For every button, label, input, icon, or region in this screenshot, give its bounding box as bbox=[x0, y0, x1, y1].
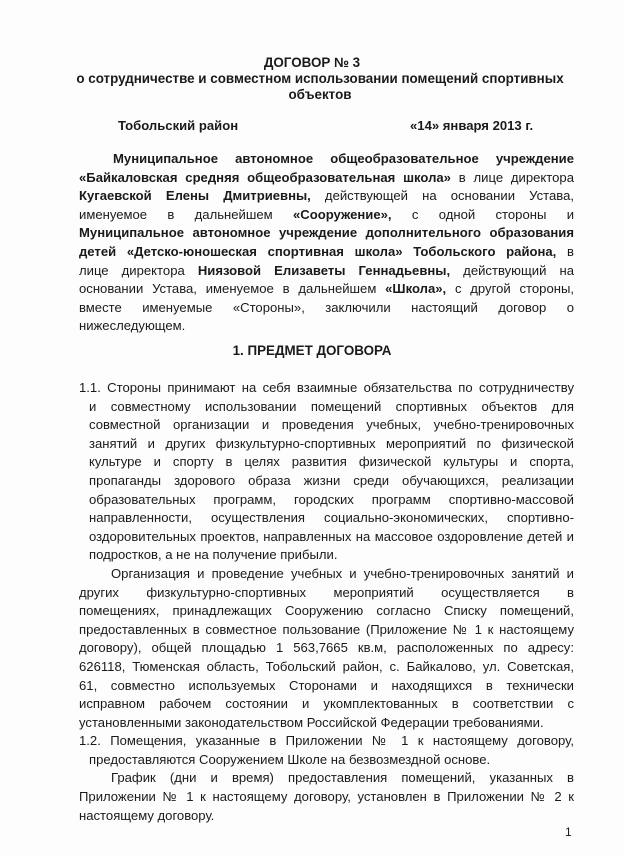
paragraph-line: и совместному использовании помещений спортивных объектов для bbox=[89, 398, 574, 414]
paragraph-line: пропаганды здорового образа жизни среди обучающихся, реализации bbox=[89, 472, 574, 488]
preamble-line: Муниципальное автономное учреждение дополнительного образования bbox=[79, 225, 574, 241]
paragraph-line: культуре и спорту в целях развития физической культуры и спорта, bbox=[89, 454, 574, 470]
preamble-line: Кугаевской Елены Дмитриевны, действующей на основании Устава, bbox=[79, 188, 574, 204]
preamble-line: детей «Детско-юношеская спортивная школа» Тобольского района, в bbox=[79, 243, 574, 259]
paragraph-line: подростков, а не на получение прибыли. bbox=[89, 547, 338, 563]
paragraph-line: образовательных программ, городских программ спортивно-массовой bbox=[89, 491, 574, 507]
paragraph-line: исправном рабочем состоянии и укомплектованных в соответствии с bbox=[79, 696, 574, 712]
paragraph-1-1 bbox=[79, 379, 574, 565]
paragraph-organization bbox=[79, 565, 574, 732]
page-number: 1 bbox=[565, 825, 572, 839]
paragraph-line: установленными законодательством Российской Федерации требованиями. bbox=[79, 714, 544, 730]
paragraph-line: предоставленных в совместное пользование (Приложение № 1 к настоящему bbox=[79, 621, 574, 637]
paragraph-line: других физкультурно-спортивных мероприятий осуществляется в bbox=[79, 584, 574, 600]
paragraph-line: Приложении № 1 к настоящему договору, установлен в Приложении № 2 к bbox=[79, 789, 574, 805]
preamble-line: «Байкаловская средняя общеобразовательная школа» в лице директора bbox=[79, 169, 574, 185]
section-heading bbox=[0, 342, 624, 361]
date-text: «14» января 2013 г. bbox=[410, 118, 534, 133]
paragraph-line: 61, совместно используемых Сторонами и находящихся в технически bbox=[79, 677, 574, 693]
paragraph-line: занятий и других физкультурно-спортивных мероприятий по физической bbox=[89, 435, 574, 451]
paragraph-1-2 bbox=[79, 732, 574, 769]
preamble-line: лице директора Ниязовой Елизаветы Геннадьевны, действующий на bbox=[79, 262, 574, 278]
subtitle-line: объектов bbox=[288, 87, 352, 102]
contract-subtitle bbox=[40, 71, 600, 103]
paragraph-line: 1.1. Стороны принимают на себя взаимные обязательства по сотрудничеству bbox=[79, 380, 574, 395]
preamble-line: нижеследующем. bbox=[79, 318, 186, 334]
title-text: ДОГОВОР № 3 bbox=[263, 55, 361, 70]
paragraph-line: настоящему договору. bbox=[79, 807, 215, 823]
contract-date bbox=[410, 117, 533, 136]
paragraph-line: совместной организации и проведения учебных, учебно-тренировочных bbox=[89, 417, 574, 433]
subtitle-line: о сотрудничестве и совместном использовании помещений спортивных bbox=[76, 71, 564, 86]
section-heading-text: 1. ПРЕДМЕТ ДОГОВОРА bbox=[232, 343, 392, 358]
paragraph-line: 626118, Тюменская область, Тобольский район, с. Байкалово, ул. Советская, bbox=[79, 658, 574, 674]
paragraph-line: предоставляются Сооружением Школе на безвозмездной основе. bbox=[89, 751, 491, 767]
preamble-line: Муниципальное автономное общеобразовательное учреждение bbox=[113, 151, 574, 166]
place-text: Тобольский район bbox=[118, 118, 239, 133]
contract-place bbox=[118, 117, 238, 136]
paragraph-line: направленности, осуществления социально-экономических, спортивно- bbox=[89, 510, 574, 526]
section-body bbox=[79, 379, 574, 825]
paragraph-line: помещениях, принадлежащих Сооружению согласно Списку помещений, bbox=[79, 603, 574, 619]
preamble bbox=[79, 150, 574, 336]
preamble-line: основании Устава, именуемое в дальнейшем «Школа», с другой стороны, bbox=[79, 281, 575, 297]
paragraph-line: 1.2. Помещения, указанные в Приложении № 1 к настоящему договору, bbox=[79, 733, 574, 749]
paragraph-line: Организация и проведение учебных и учебно-тренировочных занятий и bbox=[111, 565, 574, 581]
paragraph-line: договору), общей площадью 1 563,7665 кв.м, расположенных по адресу: bbox=[79, 640, 574, 656]
paragraph-line: оздоровительных проектов, направленных на массовое оздоровление детей и bbox=[89, 528, 574, 544]
paragraph-schedule bbox=[79, 769, 574, 825]
preamble-line: именуемое в дальнейшем «Сооружение», с одной стороны и bbox=[79, 206, 575, 222]
paragraph-line: График (дни и время) предоставления помещений, указанных в bbox=[111, 770, 574, 786]
contract-title bbox=[0, 55, 624, 71]
preamble-line: вместе именуемые «Стороны», заключили настоящий договор о bbox=[79, 299, 574, 315]
